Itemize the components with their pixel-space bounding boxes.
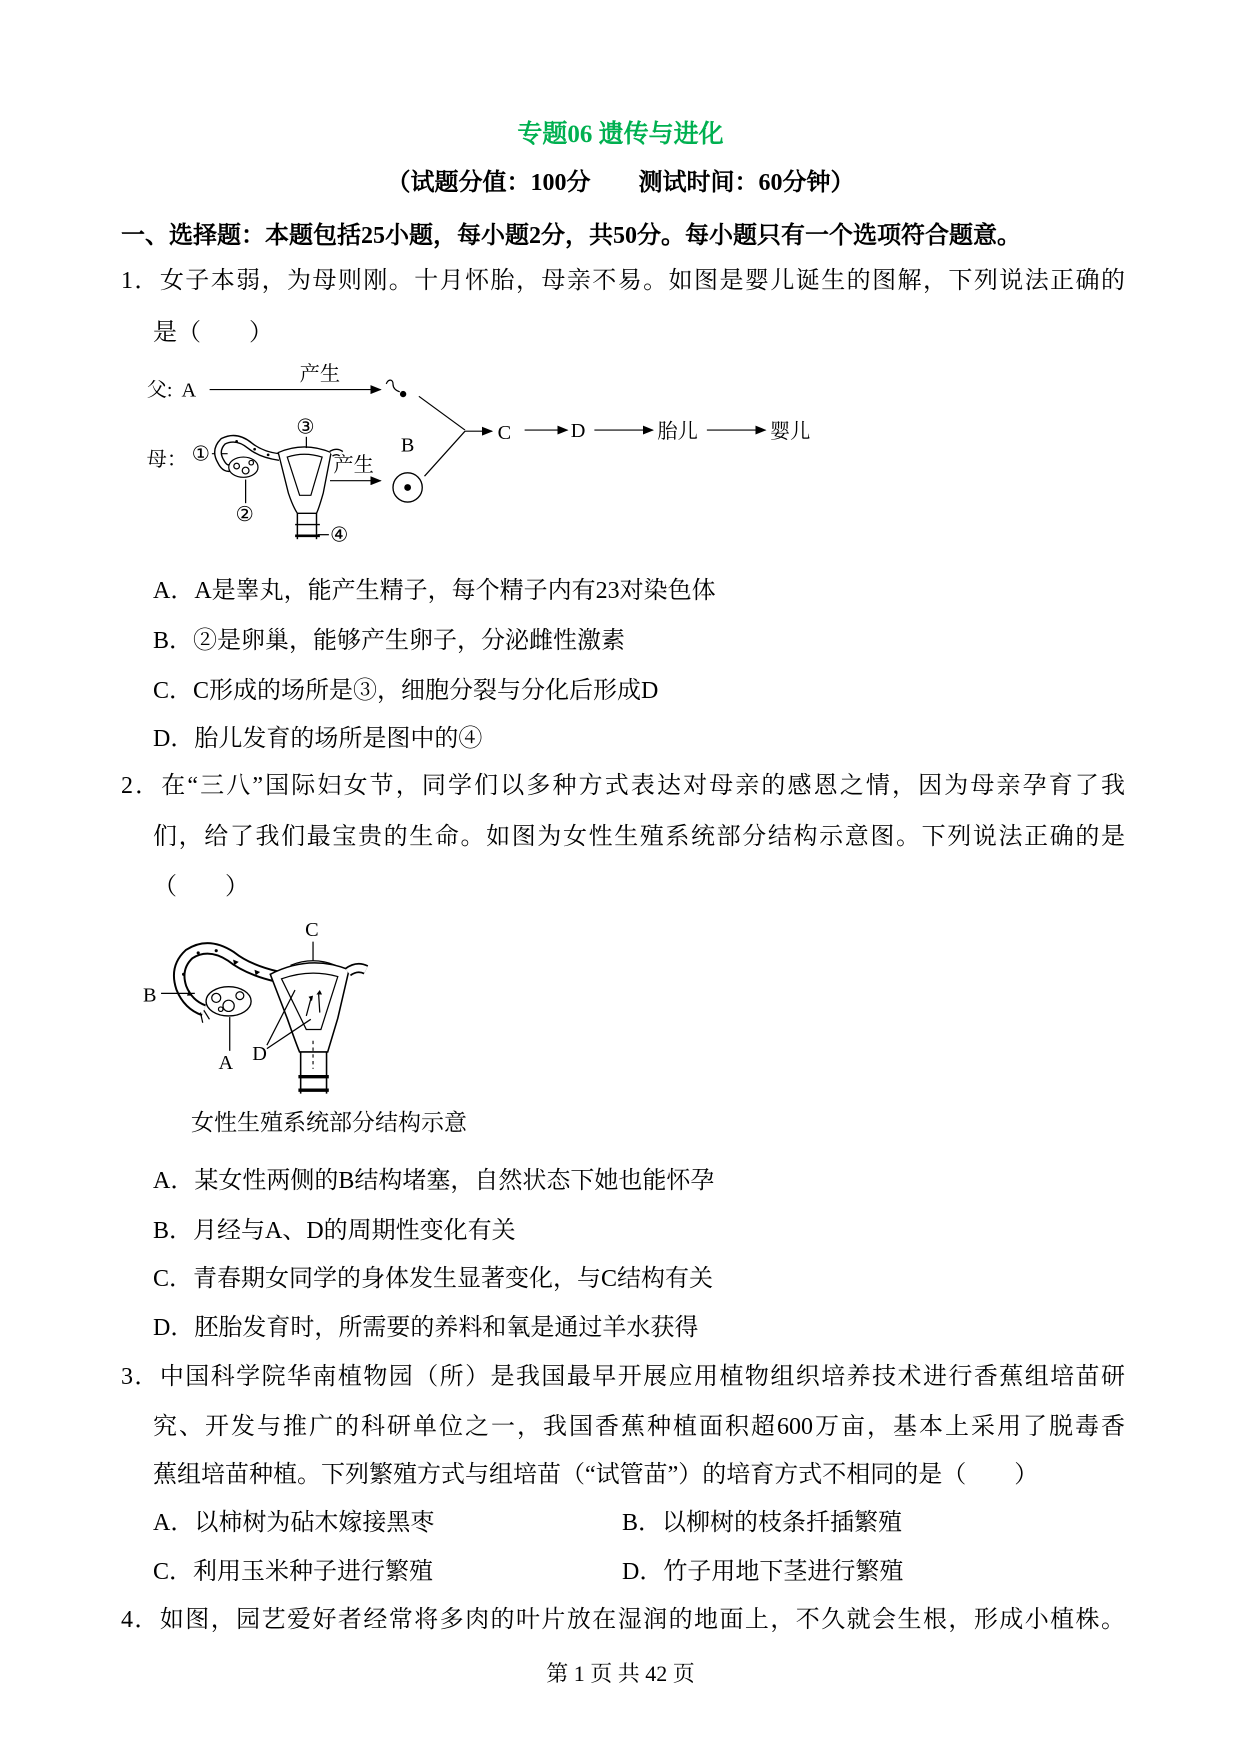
label-b: B	[400, 434, 415, 457]
option-text: 青春期女同学的身体发生显著变化，与C结构有关	[193, 1266, 714, 1292]
option-label: C．	[153, 1266, 194, 1292]
q3-option-d	[622, 1555, 1122, 1589]
q2-option-a	[153, 1164, 1125, 1198]
q2-option-b	[153, 1214, 1125, 1248]
q1-option-b	[153, 624, 1125, 658]
option-label: D．	[153, 1315, 195, 1341]
label-4: ④	[330, 524, 349, 547]
label-b: B	[143, 984, 157, 1007]
option-text: C形成的场所是③，细胞分裂与分化后形成D	[193, 678, 659, 704]
option-label: B．	[153, 628, 194, 654]
option-label: C．	[153, 678, 194, 704]
option-text: 某女性两侧的B结构堵塞，自然状态下她也能怀孕	[194, 1168, 715, 1194]
sperm-merge-line	[419, 396, 465, 430]
option-text: 胚胎发育时，所需要的养料和氧是通过羊水获得	[194, 1315, 699, 1341]
q2-option-d	[153, 1311, 1125, 1345]
option-text: 以柿树为砧木嫁接黑枣	[194, 1510, 435, 1536]
option-label: B．	[622, 1510, 663, 1536]
option-label: C．	[153, 1559, 194, 1585]
q2-figure	[135, 909, 383, 1097]
uterus-drawing	[179, 948, 366, 1093]
q4-stem-line-1: 4．如图，园艺爱好者经常将多肉的叶片放在湿润的地面上，不久就会生根，形成小植株。	[121, 1607, 1125, 1633]
q3-option-a	[153, 1506, 613, 1540]
q2-stem-line-2: 们，给了我们最宝贵的生命。如图为女性生殖系统部分结构示意图。下列说法正确的是	[153, 824, 1125, 850]
option-label: A．	[153, 1510, 195, 1536]
q2-figure-caption: 女性生殖系统部分结构示意	[191, 1110, 467, 1135]
label-c: C	[305, 919, 319, 942]
q2-stem-line-3: （ ）	[153, 874, 249, 900]
mother-label: 母：	[146, 449, 188, 472]
q1-stem-line-1: 1．女子本弱，为母则刚。十月怀胎，母亲不易。如图是婴儿诞生的图解，下列说法正确的	[121, 268, 1125, 294]
egg-icon	[393, 473, 422, 502]
q2-option-c	[153, 1262, 1125, 1296]
page-subtitle: （试题分值：100分 测试时间：60分钟）	[386, 170, 855, 196]
label-d: D	[570, 419, 586, 442]
q3-option-b	[622, 1506, 1122, 1540]
option-label: A．	[153, 578, 195, 604]
label-a: A	[181, 379, 197, 402]
produce-label-1: 产生	[299, 363, 341, 386]
page-footer: 第 1 页 共 42 页	[546, 1661, 695, 1686]
label-a: A	[218, 1051, 234, 1074]
option-text: 胎儿发育的场所是图中的④	[194, 726, 483, 752]
q3-option-c	[153, 1555, 613, 1589]
q1-stem-line-2: 是（ ）	[153, 320, 273, 346]
egg-merge-line	[425, 431, 466, 476]
ovary	[229, 457, 258, 477]
page-title: 专题06 遗传与进化	[517, 121, 724, 148]
option-text: 月经与A、D的周期性变化有关	[193, 1218, 516, 1244]
option-text: 以柳树的枝条扦插繁殖	[662, 1510, 903, 1536]
q3-stem-line-3: 蕉组培苗种植。下列繁殖方式与组培苗（“试管苗”）的培育方式不相同的是（ ）	[153, 1462, 1039, 1488]
option-text: ②是卵巢，能够产生卵子，分泌雌性激素	[193, 628, 626, 654]
uterus-body	[278, 447, 331, 513]
father-label: 父:	[146, 379, 173, 402]
q2-stem-line-1: 2．在“三八”国际妇女节，同学们以多种方式表达对母亲的感恩之情，因为母亲孕育了我	[121, 773, 1125, 799]
label-2: ②	[235, 504, 254, 527]
option-label: B．	[153, 1218, 194, 1244]
label-c: C	[497, 422, 512, 445]
q1-option-d	[153, 722, 1125, 756]
option-label: D．	[622, 1559, 664, 1585]
label-3: ③	[296, 416, 315, 439]
option-text: 竹子用地下茎进行繁殖	[663, 1559, 904, 1585]
q3-stem-line-1: 3．中国科学院华南植物园（所）是我国最早开展应用植物组织培养技术进行香蕉组培苗研	[121, 1364, 1125, 1390]
option-text: 利用玉米种子进行繁殖	[193, 1559, 434, 1585]
baby-label: 婴儿	[769, 420, 811, 443]
q1-option-a	[153, 574, 1125, 608]
option-label: D．	[153, 726, 195, 752]
option-text: A是睾丸，能产生精子，每个精子内有23对染色体	[194, 578, 716, 604]
option-label: A．	[153, 1168, 195, 1194]
label-d: D	[252, 1042, 267, 1065]
q1-figure	[141, 358, 816, 546]
fetus-label: 胎儿	[657, 420, 698, 443]
sperm-icon	[386, 380, 406, 397]
label-1: ①	[191, 443, 210, 466]
produce-label-2: 产生	[333, 454, 374, 477]
q1-option-c	[153, 674, 1125, 708]
q3-stem-line-2: 究、开发与推广的科研单位之一，我国香蕉种植面积超600万亩，基本上采用了脱毒香	[153, 1414, 1125, 1440]
section-heading: 一、选择题：本题包括25小题，每小题2分，共50分。每小题只有一个选项符合题意。	[121, 223, 1021, 249]
